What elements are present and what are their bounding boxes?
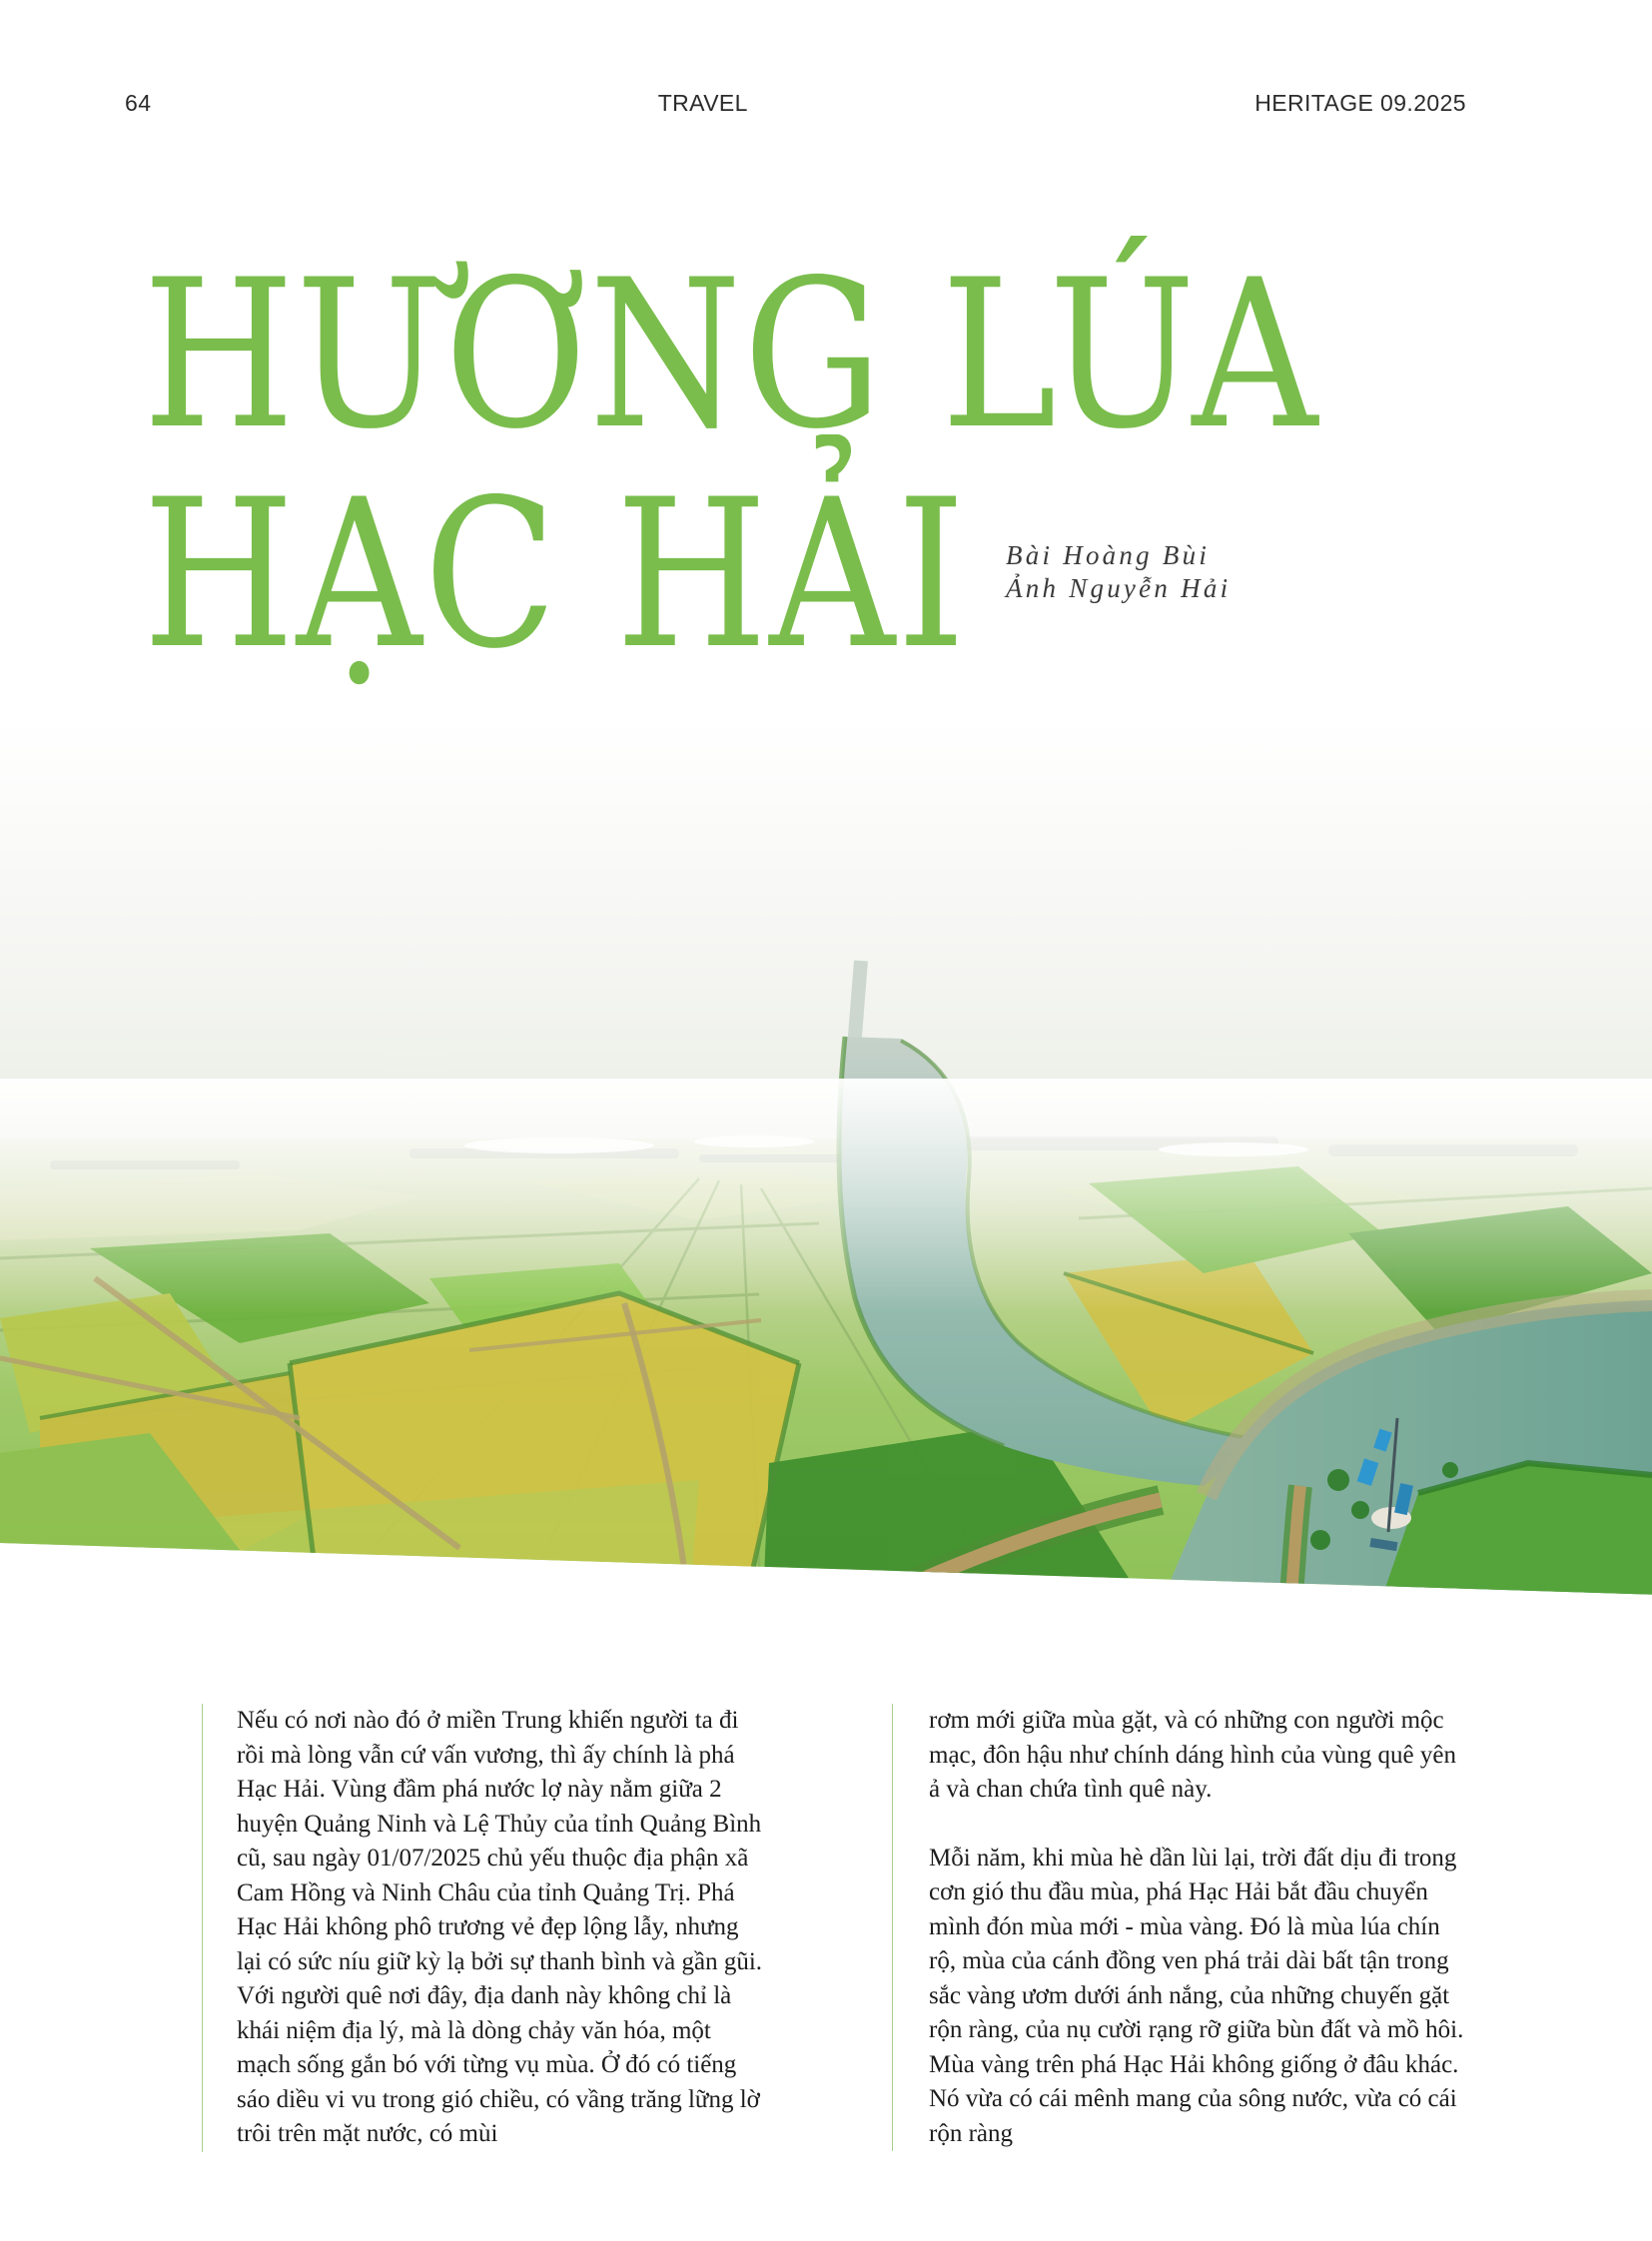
byline-photographer: Ảnh Nguyễn Hải <box>1006 573 1232 603</box>
article-title <box>143 237 1527 694</box>
article-title-line2: HẠC HẢI <box>143 456 968 694</box>
byline-author: Bài Hoàng Bùi <box>1006 540 1211 570</box>
paragraph: rơm mới giữa mùa gặt, và có những con người mộc mạc, đôn hậu như chính dáng hình của vùng quê yên ả và chan chứa tình quê này. <box>929 1707 1457 1803</box>
section-label: TRAVEL <box>657 90 748 116</box>
paragraph: Mỗi năm, khi mùa hè dần lùi lại, trời đất dịu đi trong cơn gió thu đầu mùa, phá Hạc Hải bắt đầu chuyển mình đón mùa mới - mùa vàng. Đó là mùa lúa chín rộ, mùa của cánh đồng ven phá trải dài bất tận trong sắc vàng ươm dưới ánh nắng, của những chuyến gặt rộn ràng, của nụ cười rạng rỡ giữa bùn đất và mồ hôi. Mùa vàng trên phá Hạc Hải không giống ở đâu khác. Nó vừa có cái mênh mang của sông nước, vừa có cái rộn ràng <box>929 1844 1464 2147</box>
column-right <box>892 1704 1471 2151</box>
byline <box>1006 539 1231 605</box>
hero-photo-aerial-rice-fields-river <box>0 719 1652 1608</box>
column-left <box>202 1704 763 2152</box>
paragraph: Nếu có nơi nào đó ở miền Trung khiến người ta đi rồi mà lòng vẫn cứ vấn vương, thì ấy chính là phá Hạc Hải. Vùng đầm phá nước lợ này nằm giữa 2 huyện Quảng Ninh và Lệ Thủy của tỉnh Quảng Bình cũ, sau ngày 01/07/2025 chủ yếu thuộc địa phận xã Cam Hồng và Ninh Châu của tỉnh Quảng Trị. Phá Hạc Hải không phô trương vẻ đẹp lộng lẫy, nhưng lại có sức níu giữ kỳ lạ bởi sự thanh bình và gần gũi. Với người quê nơi đây, địa danh này không chỉ là khái niệm địa lý, mà là dòng chảy văn hóa, một mạch sống gắn bó với từng vụ mùa. Ở đó có tiếng sáo diều vi vu trong gió chiều, có vầng trăng lững lờ trôi trên mặt nước, có mùi <box>237 1707 763 2147</box>
article-title-line1: HƯƠNG LÚA <box>143 237 1319 474</box>
page-number: 64 <box>125 90 152 116</box>
issue-label: HERITAGE 09.2025 <box>1254 90 1466 116</box>
running-head <box>0 90 1652 117</box>
